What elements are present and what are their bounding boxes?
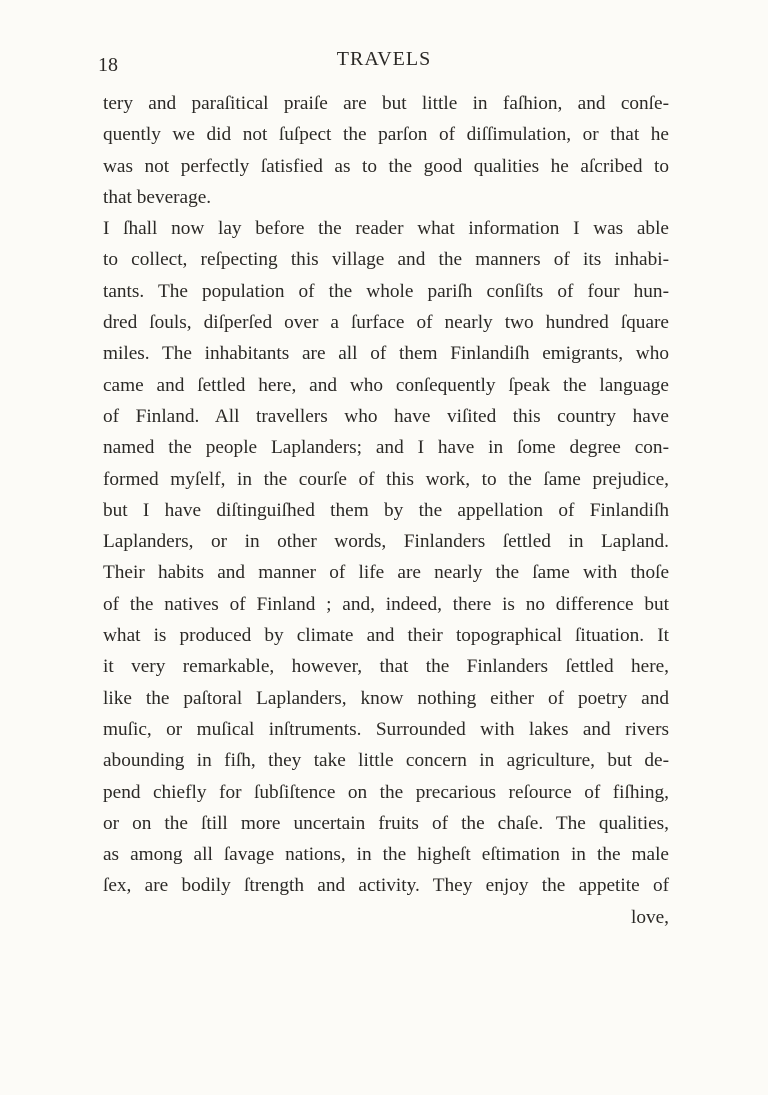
text-line: it very remarkable, however, that the Finlanders ſettled here, xyxy=(103,656,669,678)
text-line: named the people Laplanders; and I have in ſome degree con- xyxy=(103,437,669,459)
text-line: formed myſelf, in the courſe of this work, to the ſame prejudice, xyxy=(103,468,669,490)
text-line: tants. The population of the whole pariſh conſiſts of four hun- xyxy=(103,280,669,302)
text-line: of the natives of Finland ; and, indeed, there is no difference but xyxy=(103,593,669,615)
page-number: 18 xyxy=(98,54,118,76)
text-line: was not perfectly ſatisfied as to the good qualities he aſcribed to xyxy=(103,155,669,177)
text-line: what is produced by climate and their topographical ſituation. It xyxy=(103,625,669,647)
text-line: abounding in fiſh, they take little concern in agriculture, but de- xyxy=(103,750,669,772)
text-line: came and ſettled here, and who conſequently ſpeak the language xyxy=(103,374,669,396)
text-line: ſex, are bodily ſtrength and activity. They enjoy the appetite of xyxy=(103,875,669,897)
text-line: Their habits and manner of life are nearly the ſame with thoſe xyxy=(103,562,669,584)
text-line: but I have diſtinguiſhed them by the appellation of Finlandiſh xyxy=(103,499,669,521)
catchword: love, xyxy=(630,906,669,928)
text-line: that beverage. xyxy=(103,186,212,208)
text-line: muſic, or muſical inſtruments. Surrounded with lakes and rivers xyxy=(103,718,669,740)
text-line: I ſhall now lay before the reader what information I was able xyxy=(103,218,669,240)
text-line: miles. The inhabitants are all of them Finlandiſh emigrants, who xyxy=(103,343,669,365)
text-line: pend chiefly for ſubſiſtence on the precarious reſource of fiſhing, xyxy=(103,781,669,803)
text-line: quently we did not ſuſpect the parſon of diſſimulation, or that he xyxy=(103,124,669,146)
text-line: of Finland. All travellers who have viſited this country have xyxy=(103,405,669,427)
text-line: tery and paraſitical praiſe are but little in faſhion, and conſe- xyxy=(103,93,669,114)
text-line: dred ſouls, diſperſed over a ſurface of nearly two hundred ſquare xyxy=(103,312,669,334)
text-line: Laplanders, or in other words, Finlanders ſettled in Lapland. xyxy=(103,531,669,553)
text-line: or on the ſtill more uncertain fruits of the chaſe. The qualities, xyxy=(103,812,669,834)
text-line: to collect, reſpecting this village and the manners of its inhabi- xyxy=(103,249,669,271)
text-line: as among all ſavage nations, in the higheſt eſtimation in the male xyxy=(103,844,669,866)
body-text xyxy=(103,88,669,933)
text-line: like the paſtoral Laplanders, know nothing either of poetry and xyxy=(103,687,669,709)
running-title: TRAVELS xyxy=(336,48,432,70)
